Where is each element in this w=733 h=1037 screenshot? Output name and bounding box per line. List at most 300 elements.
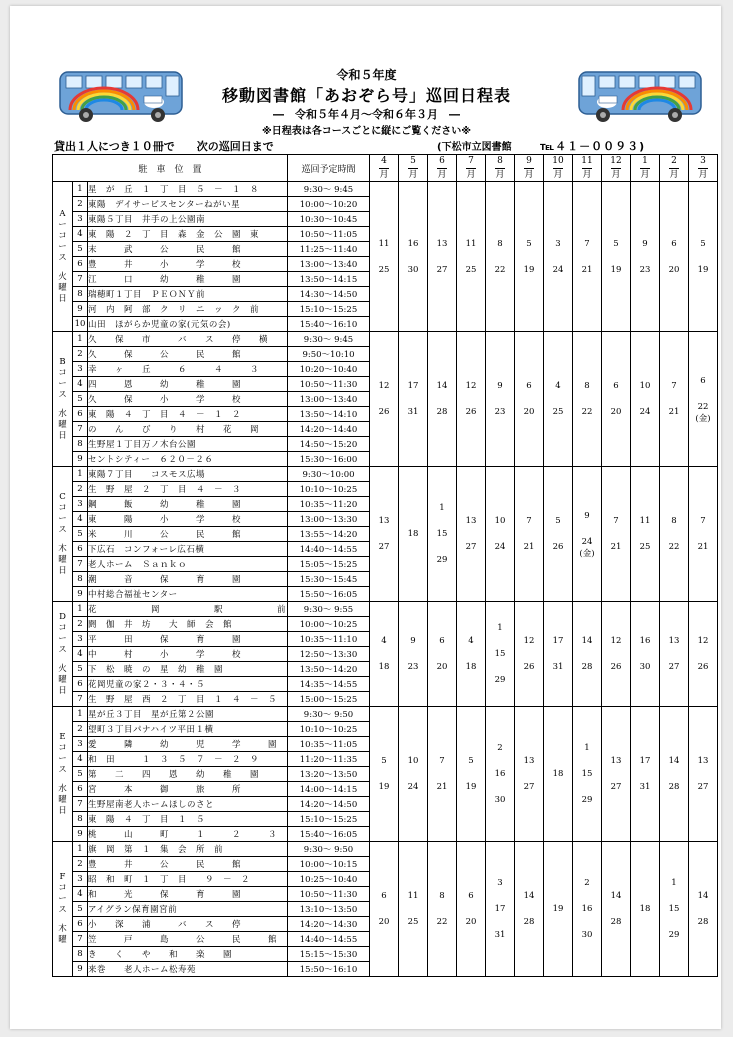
visit-dates	[689, 467, 718, 602]
table-row	[53, 707, 718, 722]
visit-day: 4	[381, 636, 387, 646]
date-gap	[370, 768, 398, 780]
month-divider	[466, 168, 476, 169]
visit-day: 27	[465, 542, 477, 552]
stop-number: 6	[73, 677, 88, 692]
stop-number: 1	[73, 467, 88, 482]
month-divider	[582, 168, 592, 169]
visit-day: 8	[584, 381, 590, 391]
table-row	[53, 602, 718, 617]
table-row	[53, 842, 718, 857]
course-word-char: ー	[58, 633, 67, 644]
stop-time: 9:30～ 9:55	[288, 602, 370, 617]
stop-time: 9:30～ 9:45	[288, 332, 370, 347]
visit-day: 26	[610, 662, 622, 672]
course-day-char: 曜	[58, 794, 67, 805]
stop-location: 来巻 老人ホーム松寿苑	[88, 962, 288, 977]
stop-location: 小 深 浦 バ ス 停	[88, 917, 288, 932]
stop-number: 1	[73, 182, 88, 197]
visit-dates	[515, 707, 544, 842]
visit-day: 26	[378, 407, 390, 417]
visit-day: 19	[523, 264, 535, 275]
visit-day: 17	[494, 904, 506, 914]
stop-number: 8	[73, 437, 88, 452]
date-gap	[602, 768, 630, 780]
stop-location: 和 光 保 育 園	[88, 887, 288, 902]
month-unit: 月	[582, 169, 592, 180]
date-gap	[515, 903, 543, 915]
stop-time: 14:35～14:55	[288, 677, 370, 692]
month-divider	[698, 168, 708, 169]
visit-dates	[660, 182, 689, 332]
date-gap	[428, 541, 456, 553]
month-number: 4	[381, 155, 387, 166]
visit-day: 6	[439, 636, 445, 646]
visit-day: 19	[378, 782, 390, 792]
visit-day: 5	[700, 238, 706, 249]
date-gap	[370, 648, 398, 660]
visit-dates	[370, 842, 399, 977]
stop-time: 15:05～15:25	[288, 557, 370, 572]
date-gap	[399, 648, 427, 660]
month-divider	[379, 168, 389, 169]
stop-location: 星が丘３丁目 星が丘第２公園	[88, 707, 288, 722]
stop-location: 下広石 コンフォーレ広石横	[88, 542, 288, 557]
visit-day: 9	[642, 238, 648, 249]
date-gap	[573, 916, 601, 928]
visit-dates	[515, 602, 544, 707]
visit-day: 21	[581, 264, 593, 275]
visit-day: 24	[407, 782, 419, 792]
course-word-char: ー	[58, 241, 67, 252]
date-gap	[689, 903, 717, 915]
stop-location: 久 保 市 バ ス 停 横	[88, 332, 288, 347]
course-day-char: 日	[58, 805, 67, 816]
schedule-table	[52, 154, 718, 977]
visit-day: 20	[668, 264, 680, 275]
visit-day: 31	[552, 662, 564, 672]
stop-time: 15:50～16:05	[288, 587, 370, 602]
stop-number: 4	[73, 227, 88, 242]
stop-time: 9:30～ 9:50	[288, 707, 370, 722]
stop-location: 和 田 １ ３ ５ ７ － ２ ９	[88, 752, 288, 767]
stop-number: 8	[73, 947, 88, 962]
stop-time: 14:40～14:55	[288, 542, 370, 557]
visit-day: 28	[436, 407, 448, 417]
course-label	[53, 332, 73, 467]
stop-time: 10:35～11:05	[288, 737, 370, 752]
stop-location: 久 保 小 学 校	[88, 392, 288, 407]
visit-dates	[544, 842, 573, 977]
stop-time: 14:00～14:15	[288, 782, 370, 797]
visit-day: 18	[378, 662, 390, 672]
date-gap	[486, 251, 514, 263]
stop-number: 6	[73, 782, 88, 797]
date-gap	[544, 528, 572, 540]
visit-dates	[631, 182, 660, 332]
stop-location: 閼 伽 井 坊 大 師 会 館	[88, 617, 288, 632]
visit-day: 17	[639, 756, 651, 766]
visit-day: 31	[639, 782, 651, 792]
date-gap	[602, 903, 630, 915]
visit-day: 21	[610, 542, 622, 552]
visit-dates	[428, 467, 457, 602]
visit-day: 15	[581, 769, 593, 779]
date-gap	[660, 393, 688, 405]
visit-day: 7	[439, 756, 445, 766]
visit-dates	[602, 602, 631, 707]
month-number: 10	[552, 155, 564, 166]
visit-day: 9	[410, 636, 416, 646]
visit-day: 14	[436, 381, 448, 391]
month-unit: 月	[379, 169, 389, 180]
visit-dates	[660, 332, 689, 467]
month-number: 9	[526, 155, 532, 166]
stop-location: 河 内 阿 部 ク リ ニ ッ ク 前	[88, 302, 288, 317]
stop-time: 14:20～14:30	[288, 917, 370, 932]
stop-number: 6	[73, 407, 88, 422]
stop-time: 13:50～14:20	[288, 662, 370, 677]
visit-day: 11	[378, 238, 390, 249]
visit-dates	[689, 182, 718, 332]
visit-dates	[689, 707, 718, 842]
visit-day: 5	[381, 756, 387, 766]
visit-day: 30	[407, 264, 419, 275]
date-gap	[457, 251, 485, 263]
stop-location: 中村総合福祉センター	[88, 587, 288, 602]
visit-day: 15	[436, 529, 448, 539]
visit-dates	[689, 842, 718, 977]
course-letter: E	[59, 731, 66, 742]
visit-day: 14	[610, 891, 622, 901]
stop-number: 2	[73, 347, 88, 362]
document-title: 移動図書館「あおぞら号」巡回日程表	[221, 86, 511, 105]
stop-location: 東陽７丁目 コスモス広場	[88, 467, 288, 482]
stop-number: 3	[73, 362, 88, 377]
visit-day: 4	[555, 381, 561, 391]
visit-dates	[486, 182, 515, 332]
date-gap	[573, 781, 601, 793]
visit-dates	[457, 842, 486, 977]
visit-dates	[457, 332, 486, 467]
month-divider	[495, 168, 505, 169]
month-header	[399, 155, 428, 182]
visit-day: 6	[613, 381, 619, 391]
stop-number: 6	[73, 917, 88, 932]
visit-day: 24	[639, 407, 651, 417]
stop-location: 豊 井 公 民 館	[88, 857, 288, 872]
stop-number: 9	[73, 962, 88, 977]
visit-dates	[486, 842, 515, 977]
visit-day: 13	[465, 516, 477, 526]
date-gap	[573, 890, 601, 902]
visit-day: 28	[523, 917, 535, 927]
stop-number: 6	[73, 542, 88, 557]
visit-day: 6	[671, 238, 677, 249]
stop-number: 5	[73, 662, 88, 677]
stop-location: 豊 井 小 学 校	[88, 257, 288, 272]
course-spacer	[53, 401, 72, 409]
visit-day: 11	[407, 891, 419, 901]
visit-day: 25	[465, 264, 477, 275]
course-word-char: コ	[58, 622, 67, 633]
course-word-char: ス	[58, 644, 67, 655]
visit-day: 25	[378, 264, 390, 275]
visit-day: 28	[610, 917, 622, 927]
course-spacer	[53, 536, 72, 544]
date-gap	[486, 755, 514, 767]
visit-day: 13	[610, 756, 622, 766]
visit-dates	[660, 467, 689, 602]
date-gap	[370, 393, 398, 405]
course-day-char: 日	[58, 565, 67, 576]
visit-dates	[573, 707, 602, 842]
month-divider	[669, 168, 679, 169]
visit-day: 7	[584, 238, 590, 249]
date-gap	[689, 648, 717, 660]
visit-dates	[399, 842, 428, 977]
stop-time: 10:50～11:05	[288, 227, 370, 242]
visit-day: 12	[378, 381, 390, 391]
course-day-char: 水	[58, 408, 67, 419]
stop-location: 愛 隣 幼 児 学 園	[88, 737, 288, 752]
stop-location: 下 松 暁 の 星 幼 稚 園	[88, 662, 288, 677]
date-gap	[660, 648, 688, 660]
stop-location: 旗 岡 第 １ 集 会 所 前	[88, 842, 288, 857]
course-day-char: 日	[58, 430, 67, 441]
stop-number: 9	[73, 587, 88, 602]
course-day-char: 曜	[58, 935, 67, 945]
visit-dates	[457, 602, 486, 707]
date-gap	[428, 251, 456, 263]
visit-day: 28	[581, 662, 593, 672]
course-word-char: コ	[58, 502, 67, 513]
stop-location: 老人ホーム Ｓａｎｋｏ	[88, 557, 288, 572]
date-gap	[631, 648, 659, 660]
visit-day: 25	[639, 542, 651, 552]
stop-number: 2	[73, 722, 88, 737]
stop-location: 東 陽 ２ 丁 目 森 金 公 園 東	[88, 227, 288, 242]
date-gap	[428, 648, 456, 660]
visit-day: 1	[671, 878, 677, 888]
date-gap	[515, 393, 543, 405]
visit-day: 30	[639, 662, 651, 672]
course-word-char: ー	[58, 219, 67, 230]
visit-dates	[370, 602, 399, 707]
date-gap	[573, 251, 601, 263]
visit-day: 18	[407, 529, 419, 539]
visit-dates	[399, 182, 428, 332]
date-gap	[602, 393, 630, 405]
month-header	[515, 155, 544, 182]
month-unit: 月	[408, 169, 418, 180]
date-gap	[631, 393, 659, 405]
visit-day: 5	[555, 516, 561, 526]
stop-location: 生 野 屋 ２ 丁 目 ４ － ３	[88, 482, 288, 497]
visit-dates	[573, 332, 602, 467]
date-gap	[486, 661, 514, 673]
visit-day: 13	[436, 238, 448, 249]
stop-number: 7	[73, 557, 88, 572]
course-day-char: 木	[58, 924, 67, 934]
month-number: 2	[671, 155, 677, 166]
visit-day: 9	[584, 511, 590, 521]
stop-location: 平 田 保 育 園	[88, 632, 288, 647]
visit-dates	[660, 842, 689, 977]
visit-day: 3	[497, 878, 503, 888]
visit-day: 7	[613, 516, 619, 526]
stop-time: 15:50～16:10	[288, 962, 370, 977]
visit-dates	[399, 602, 428, 707]
course-letter: D	[59, 611, 66, 622]
stop-location: 山田 ほがらか児童の家(元気の会)	[88, 317, 288, 332]
visit-day: 22	[436, 917, 448, 927]
stop-time: 10:50～11:30	[288, 377, 370, 392]
visit-dates	[660, 602, 689, 707]
visit-dates	[689, 332, 718, 467]
stop-location: 鋼 飯 幼 稚 園	[88, 497, 288, 512]
date-gap	[428, 515, 456, 527]
date-gap	[602, 251, 630, 263]
stop-location: 花 岡 駅 前	[88, 602, 288, 617]
course-spacer	[53, 264, 72, 272]
stop-number: 3	[73, 212, 88, 227]
stop-time: 14:30～14:50	[288, 287, 370, 302]
visit-dates	[544, 602, 573, 707]
visit-day: 17	[552, 636, 564, 646]
visit-day: 27	[436, 264, 448, 275]
visit-dates	[428, 182, 457, 332]
month-number: 1	[642, 155, 648, 166]
visit-dates	[399, 467, 428, 602]
visit-day: 15	[668, 904, 680, 914]
visit-day: 30	[581, 930, 593, 940]
visit-dates	[457, 707, 486, 842]
date-gap	[631, 251, 659, 263]
date-gap	[428, 393, 456, 405]
stop-location: き く や 和 楽 園	[88, 947, 288, 962]
visit-day: 26	[465, 407, 477, 417]
date-gap	[486, 890, 514, 902]
visit-day: 20	[523, 407, 535, 417]
visit-dates	[370, 182, 399, 332]
date-gap	[660, 890, 688, 902]
visit-dates	[631, 467, 660, 602]
course-word-char: コ	[58, 367, 67, 378]
date-gap	[486, 916, 514, 928]
course-word-char: ー	[58, 894, 67, 904]
stop-time: 13:50～14:10	[288, 407, 370, 422]
course-day-char: 水	[58, 783, 67, 794]
visit-day: 8	[439, 891, 445, 901]
visit-day: 27	[378, 542, 390, 552]
stop-time: 12:50～13:30	[288, 647, 370, 662]
month-header	[457, 155, 486, 182]
visit-day: 15	[494, 649, 506, 659]
stop-number: 1	[73, 707, 88, 722]
visit-day: 2	[584, 878, 590, 888]
visit-day: 1	[584, 743, 590, 753]
visit-day: 5	[526, 238, 532, 249]
visit-day: 1	[439, 503, 445, 513]
date-gap	[689, 388, 717, 400]
stop-location: 生野屋南老人ホームほしのさと	[88, 797, 288, 812]
stop-time: 15:40～16:05	[288, 827, 370, 842]
stop-time: 9:50～10:10	[288, 347, 370, 362]
stop-time: 11:25～11:40	[288, 242, 370, 257]
date-gap	[457, 903, 485, 915]
visit-day: 12	[465, 381, 477, 391]
month-header	[370, 155, 399, 182]
stop-location: 東 陽 ４ 丁 目 ４ － １ ２	[88, 407, 288, 422]
course-label	[53, 602, 73, 707]
visit-dates	[370, 332, 399, 467]
course-word-char: ス	[58, 524, 67, 535]
visit-day: 24	[581, 537, 593, 547]
course-word-char: コ	[58, 883, 67, 893]
stop-location: 東 陽 ４ 丁 目 １ ５	[88, 812, 288, 827]
location-header: 駐 車 位 置	[53, 155, 288, 182]
visit-day: 27	[523, 782, 535, 792]
visit-dates	[573, 842, 602, 977]
visit-day: 23	[407, 662, 419, 672]
date-gap	[399, 251, 427, 263]
course-word-char: コ	[58, 742, 67, 753]
stop-number: 8	[73, 812, 88, 827]
stop-time: 10:30～10:45	[288, 212, 370, 227]
visit-dates	[602, 707, 631, 842]
stop-number: 3	[73, 872, 88, 887]
date-gap	[660, 916, 688, 928]
date-gap	[399, 393, 427, 405]
visit-day: 19	[552, 904, 564, 914]
month-header	[573, 155, 602, 182]
visit-dates	[486, 602, 515, 707]
stop-number: 5	[73, 902, 88, 917]
visit-day: 18	[465, 662, 477, 672]
visit-day: 13	[378, 516, 390, 526]
date-gap	[399, 768, 427, 780]
visit-day: 30	[494, 795, 506, 805]
date-gap	[573, 523, 601, 535]
visit-dates	[457, 467, 486, 602]
visit-day: 29	[436, 555, 448, 565]
date-gap	[689, 768, 717, 780]
stop-number: 9	[73, 302, 88, 317]
stop-number: 2	[73, 857, 88, 872]
visit-dates	[573, 467, 602, 602]
table-row	[53, 467, 718, 482]
stop-number: 8	[73, 572, 88, 587]
visit-day: 4	[468, 636, 474, 646]
stop-number: 1	[73, 332, 88, 347]
visit-day: 27	[697, 782, 709, 792]
stop-number: 10	[73, 317, 88, 332]
date-gap	[486, 393, 514, 405]
visit-dates	[428, 707, 457, 842]
visit-day: 3	[555, 238, 561, 249]
visit-day: 11	[639, 516, 651, 526]
date-gap	[515, 768, 543, 780]
date-gap	[660, 528, 688, 540]
stop-time: 15:10～15:25	[288, 812, 370, 827]
month-unit: 月	[640, 169, 650, 180]
stop-time: 10:35～11:10	[288, 632, 370, 647]
visit-dates	[544, 707, 573, 842]
stop-location: 久 保 公 民 館	[88, 347, 288, 362]
stop-time: 14:40～14:55	[288, 932, 370, 947]
visit-day: 25	[407, 917, 419, 927]
